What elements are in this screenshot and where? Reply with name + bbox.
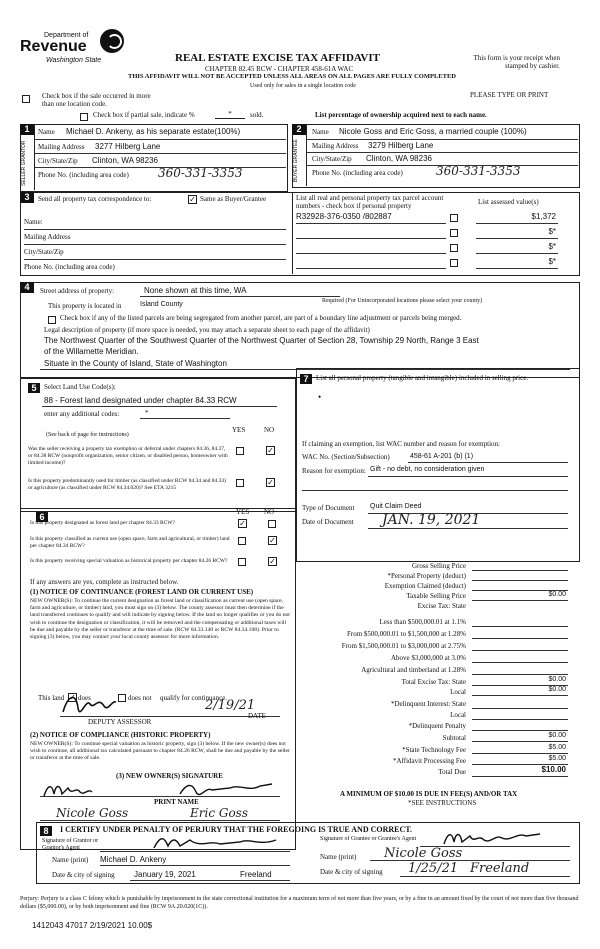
wac-label: WAC No. (Section/Subsection)	[302, 453, 390, 461]
personal-property-label: List all personal property (tangible and intangible) included in selling price.	[316, 374, 529, 382]
section-5-no-header: NO	[264, 426, 275, 434]
state-tech-fee-value[interactable]: $5.00	[548, 744, 566, 751]
seller-name[interactable]: Michael D. Ankeny, as his separate estate(100%)	[66, 127, 241, 136]
section-3-number: 3	[20, 192, 34, 203]
section-1-number: 1	[20, 124, 34, 135]
seller-side-label: SELLER GRANTOR	[21, 140, 27, 186]
delinquent-interest-label: *Delinquent Interest: State	[390, 700, 466, 708]
parcel-3-personal-checkbox[interactable]	[450, 244, 458, 252]
land-use-label: Select Land Use Code(s):	[44, 383, 116, 391]
q1-no-checkbox[interactable]: ✓	[267, 446, 274, 455]
seller-exemption-question: Was the seller receiving a property tax exemption or deferral under chapters 84.36, 84.37, or 84.38 RCW (nonprofit organization, senior citizen, or disabled person, homeowner with limited income)?	[28, 446, 228, 466]
segregated-label: Check box if any of the listed parcels are being segregated from another parcel, are part of a boundary line adjustment or parcels being merged.	[60, 314, 462, 322]
excise-state-label: Excise Tax: State	[417, 602, 466, 610]
section-5-yes-header: YES	[232, 426, 246, 434]
affidavit-fee-value[interactable]: $5.00	[548, 755, 566, 762]
form-title: REAL ESTATE EXCISE TAX AFFIDAVIT	[175, 52, 380, 64]
grantor-date-label: Date & city of signing	[52, 871, 115, 879]
buyer-side-label: BUYER GRANTEE	[293, 139, 299, 183]
document-type-label: Type of Document	[302, 504, 355, 512]
tier-4-label: Above $3,000,000 at 3.0%	[390, 654, 466, 662]
taxable-price-label: Taxable Selling Price	[406, 592, 466, 600]
segregated-checkbox[interactable]	[48, 316, 56, 324]
buyer-city-label: City/State/Zip	[312, 155, 352, 163]
seller-city[interactable]: Clinton, WA 98236	[92, 156, 158, 165]
grantee-name[interactable]: Nicole Goss	[384, 846, 463, 861]
buyer-phone-label: Phone No. (including area code)	[312, 169, 403, 177]
does-qualify-checkbox[interactable]: ✓	[69, 693, 76, 702]
current-use-question: Is this property classified as current use (open space, farm and agricultural, or timber) land per chapter 84.34 RCW?	[30, 536, 230, 549]
legal-description-1[interactable]: The Northwest Quarter of the Southwest Quarter of the Northwest Quarter of Section 28, Township 29 North, Range 3 East	[44, 336, 479, 345]
subtotal-value[interactable]: $0.00	[548, 732, 566, 739]
if-yes-instruction: If any answers are yes, complete as instructed below.	[30, 578, 179, 586]
section-4-number: 4	[20, 282, 34, 293]
partial-sale-label: Check box if partial sale, indicate %	[93, 111, 195, 119]
additional-codes-label: enter any additional codes:	[44, 410, 120, 418]
state-tech-fee-label: *State Technology Fee	[402, 746, 466, 754]
personal-property-deduct-label: *Personal Property (deduct)	[387, 572, 466, 580]
seller-mail[interactable]: 3277 Hilberg Lane	[95, 142, 161, 151]
recording-stamp: 1412043 47017 2/19/2021 10.00$	[32, 921, 153, 930]
owner-print-name-1: Nicole Goss	[56, 806, 129, 820]
ownership-note: List percentage of ownership acquired next to each name.	[315, 111, 487, 119]
section-7-personal-property	[296, 368, 580, 562]
buyer-name[interactable]: Nicole Goss and Eric Goss, a married couple (100%)	[339, 127, 527, 136]
same-as-buyer-checkbox[interactable]: ✓	[189, 195, 196, 204]
section-6-number: 6	[36, 512, 48, 522]
additional-codes-value[interactable]: *	[145, 409, 149, 417]
multiple-location-checkbox[interactable]	[22, 95, 30, 103]
see-back-note: (See back of page for instructions)	[46, 432, 129, 438]
grantor-name-label: Name (print)	[52, 856, 89, 864]
corr-mail-label: Mailing Address	[24, 233, 71, 241]
tier-2-label: From $500,000.01 to $1,500,000 at 1.28%	[347, 630, 466, 638]
q2-yes-checkbox[interactable]	[236, 479, 244, 487]
perjury-notice: Perjury: Perjury is a class C felony which is punishable by imprisonment in the state correctional institution for a maximum term of not more than five years, or by a fine in an amount fixed by the court of not more than five thousand dollars ($5,000.00), or by both imprisonment and fine (RCW 9A.20.020(1C)).	[20, 896, 579, 910]
buyer-phone[interactable]: 360-331-3353	[436, 164, 521, 178]
dor-logo-icon	[100, 29, 124, 53]
tier-1-label: Less than $500,000.01 at 1.1%	[379, 618, 466, 626]
section-5-number: 5	[28, 383, 40, 393]
section-7-number: 7	[300, 374, 312, 384]
exemption-label: If claiming an exemption, list WAC number and reason for exemption:	[302, 440, 500, 448]
notice-continuance-title: (1) NOTICE OF CONTINUANCE (FOREST LAND OR CURRENT USE)	[30, 588, 254, 596]
corr-name-label: Name:	[24, 218, 43, 226]
section-2-number: 2	[292, 124, 306, 135]
same-as-buyer-label: Same as Buyer/Grantee	[200, 195, 267, 203]
buyer-mail-label: Mailing Address	[312, 142, 359, 150]
notice-compliance-title: (2) NOTICE OF COMPLIANCE (HISTORIC PROPERTY)	[30, 731, 211, 739]
notice-continuance-body: NEW OWNER(S): To continue the current designation as forest land or classification as current use (open space, farm and agriculture, or timber) land, you must sign on (3) below. The county assessor must then determine if the land transferred continues to qualify and will indicate by signing below. If the land no longer qualifies or you do not wish to continue the designation or classification, it will be removed and the compensating or additional taxes will be due and payable by the seller or transferor at the time of sale. (RCW 84.33.140 or RCW 84.34.108). Prior to signing (3) below, you may contact your local county assessor for more information.	[30, 598, 290, 641]
qualify-label: qualify for continuance.	[160, 694, 228, 702]
historic-question: Is this property receiving special valuation as historical property per chapter 84.26 RCW?	[30, 558, 228, 564]
this-land-label: This land	[38, 694, 65, 702]
land-use-code[interactable]: 88 - Forest land designated under chapter 84.33 RCW	[44, 396, 237, 405]
assessed-value-2[interactable]: $*	[548, 227, 556, 236]
affidavit-fee-label: *Affidavit Processing Fee	[393, 757, 466, 765]
grantor-signature-label: Signature of Grantor or Grantor's Agent	[42, 838, 99, 851]
corr-city-label: City/State/Zip	[24, 248, 64, 256]
partial-sold-label: sold.	[250, 111, 264, 119]
parcel-4-personal-checkbox[interactable]	[450, 259, 458, 267]
grantor-name[interactable]: Michael D. Ankeny	[100, 855, 167, 864]
grantee-name-label: Name (print)	[320, 853, 357, 861]
assessed-value-3[interactable]: $*	[548, 242, 556, 251]
does-not-qualify-checkbox[interactable]	[118, 694, 126, 702]
seller-phone[interactable]: 360-331-3353	[158, 166, 243, 180]
partial-sale-value[interactable]: *	[215, 110, 245, 119]
county-required-note: Required (For Unincorporated locations please select your county)	[322, 298, 483, 304]
receipt-note: This form is your receipt when stamped by cashier.	[473, 54, 560, 70]
subtotal-label: Subtotal	[442, 734, 466, 742]
located-in-label: This property is located in	[48, 302, 122, 310]
parcel-number-1[interactable]: R32928-376-0350 /802887	[296, 212, 392, 221]
county[interactable]: Island County	[140, 301, 183, 308]
seller-mail-label: Mailing Address	[38, 143, 85, 151]
assessed-value-1[interactable]: $1,372	[531, 212, 556, 221]
tier-3-label: From $1,500,000.01 to $3,000,000 at 2.75%	[341, 642, 466, 650]
partial-sale-checkbox[interactable]	[80, 113, 88, 121]
form-subtitle: CHAPTER 82.45 RCW - CHAPTER 458-61A WAC	[205, 65, 354, 73]
grantee-city[interactable]: Freeland	[470, 861, 530, 876]
seller-phone-label: Phone No. (including area code)	[38, 171, 129, 179]
total-due-value[interactable]: $10.00	[541, 765, 566, 774]
local-label: Local	[450, 688, 466, 696]
section-6-no-header: NO	[264, 508, 275, 516]
owner-print-name-2: Eric Goss	[190, 806, 248, 820]
dept-line-1: Department of	[44, 32, 89, 39]
buyer-name-label: Name	[312, 128, 329, 136]
current-use-yes-checkbox[interactable]	[238, 537, 246, 545]
total-excise-state-value[interactable]: $0.00	[548, 676, 566, 683]
grantor-city[interactable]: Freeland	[240, 870, 272, 879]
historic-no-checkbox[interactable]: ✓	[269, 557, 276, 566]
tier-5-label: Agricultural and timberland at 1.28%	[361, 666, 466, 674]
assessor-date: 2/19/21	[205, 698, 256, 713]
exemption-reason[interactable]: Gift - no debt, no consideration given	[370, 466, 485, 473]
exemption-reason-label: Reason for exemption:	[302, 467, 366, 475]
dept-logo-text: Revenue	[20, 38, 87, 55]
certify-statement: I CERTIFY UNDER PENALTY OF PERJURY THAT THE FOREGOING IS TRUE AND CORRECT.	[60, 825, 413, 834]
street-address[interactable]: None shown at this time, WA	[144, 286, 247, 295]
q2-no-checkbox[interactable]: ✓	[267, 478, 274, 487]
document-type[interactable]: Quit Claim Deed	[370, 503, 422, 510]
minimum-due-note: A MINIMUM OF $10.00 IS DUE IN FEE(S) AND/OR TAX	[340, 790, 518, 798]
does-not-label: does not	[128, 694, 152, 702]
section-6-yes-header: YES	[236, 508, 250, 516]
local-2-label: Local	[450, 711, 466, 719]
assessed-value-4[interactable]: $*	[548, 257, 556, 266]
legal-description-3[interactable]: Situate in the County of Island, State of Washington	[44, 359, 227, 368]
document-date[interactable]: JAN. 19, 2021	[382, 512, 481, 528]
parcel-2-personal-checkbox[interactable]	[450, 229, 458, 237]
exemption-deduct-label: Exemption Claimed (deduct)	[384, 582, 466, 590]
delinquent-penalty-label: *Delinquent Penalty	[408, 722, 466, 730]
does-label: does	[78, 694, 91, 702]
dept-state: Washington State	[46, 57, 102, 64]
please-type: PLEASE TYPE OR PRINT	[470, 91, 549, 99]
print-name-label: PRINT NAME	[154, 798, 199, 806]
taxable-price-value[interactable]: $0.00	[548, 591, 566, 598]
forest-land-question: Is this property designated as forest land per chapter 84.33 RCW?	[30, 520, 175, 526]
new-owner-signature-label: (3) NEW OWNER(S) SIGNATURE	[116, 772, 223, 780]
seller-name-label: Name	[38, 128, 55, 136]
send-correspondence-label: Send all property tax correspondence to:	[38, 195, 152, 203]
multiple-location-label: Check box if the sale occurred in more than one location code.	[42, 92, 151, 108]
grantee-signature	[440, 828, 560, 848]
section-8-number: 8	[40, 826, 52, 836]
notice-compliance-body: NEW OWNER(S): To continue special valuation as historic property, sign (3) below. If the new owner(s) does not wish to continue, all additional tax calculated pursuant to chapter 84.26 RCW, shall be due and payable by the seller or transferor at the time of sale.	[30, 741, 290, 762]
document-date-label: Date of Document	[302, 518, 354, 526]
gross-price-label: Gross Selling Price	[411, 562, 466, 570]
see-instructions-note: *SEE INSTRUCTIONS	[408, 799, 477, 807]
buyer-city[interactable]: Clinton, WA 98236	[366, 154, 432, 163]
forest-no-checkbox[interactable]	[268, 520, 276, 528]
forest-yes-checkbox[interactable]: ✓	[239, 519, 246, 528]
corr-phone-label: Phone No. (including area code)	[24, 263, 115, 271]
total-excise-state-label: Total Excise Tax: State	[401, 678, 466, 686]
grantee-date-label: Date & city of signing	[320, 868, 383, 876]
legal-description-2[interactable]: of the Willamette Meridian.	[44, 347, 139, 356]
parcel-header: List all real and personal property tax parcel account numbers - check box if personal property	[296, 194, 444, 210]
grantee-date[interactable]: 1/25/21	[408, 861, 459, 876]
timber-question: Is this property predominantly used for timber (as classified under RCW 84.34 and 84.33) or agriculture (as classified under RCW 84.34.020)? See ETA 3215	[28, 478, 227, 491]
legal-description-label: Legal description of property (if more space is needed, you may attach a separate sheet to each page of the affidavit)	[44, 326, 370, 334]
current-use-no-checkbox[interactable]: ✓	[269, 536, 276, 545]
assessed-header: List assessed value(s)	[478, 198, 539, 206]
wac-number[interactable]: 458-61 A-201 (b) (1)	[410, 453, 474, 460]
q1-yes-checkbox[interactable]	[236, 447, 244, 455]
grantee-signature-label: Signature of Grantee or Grantee's Agent	[320, 836, 417, 842]
grantor-signature	[150, 834, 280, 852]
historic-yes-checkbox[interactable]	[238, 558, 246, 566]
assessor-date-label: DATE	[248, 712, 266, 720]
single-use-note: Used only for sales in a single location code	[250, 83, 356, 89]
parcel-1-personal-checkbox[interactable]	[450, 214, 458, 222]
deputy-assessor-label: DEPUTY ASSESSOR	[88, 718, 152, 726]
seller-city-label: City/State/Zip	[38, 157, 78, 165]
personal-property-bullet: •	[318, 392, 322, 402]
local-value[interactable]: $0.00	[548, 686, 566, 693]
grantor-date[interactable]: January 19, 2021	[134, 870, 196, 879]
form-warning: THIS AFFIDAVIT WILL NOT BE ACCEPTED UNLESS ALL AREAS ON ALL PAGES ARE FULLY COMPLETED	[128, 73, 456, 80]
buyer-mail[interactable]: 3279 Hilberg Lane	[368, 141, 434, 150]
total-due-label: Total Due	[438, 768, 466, 776]
street-address-label: Street address of property:	[40, 287, 115, 295]
